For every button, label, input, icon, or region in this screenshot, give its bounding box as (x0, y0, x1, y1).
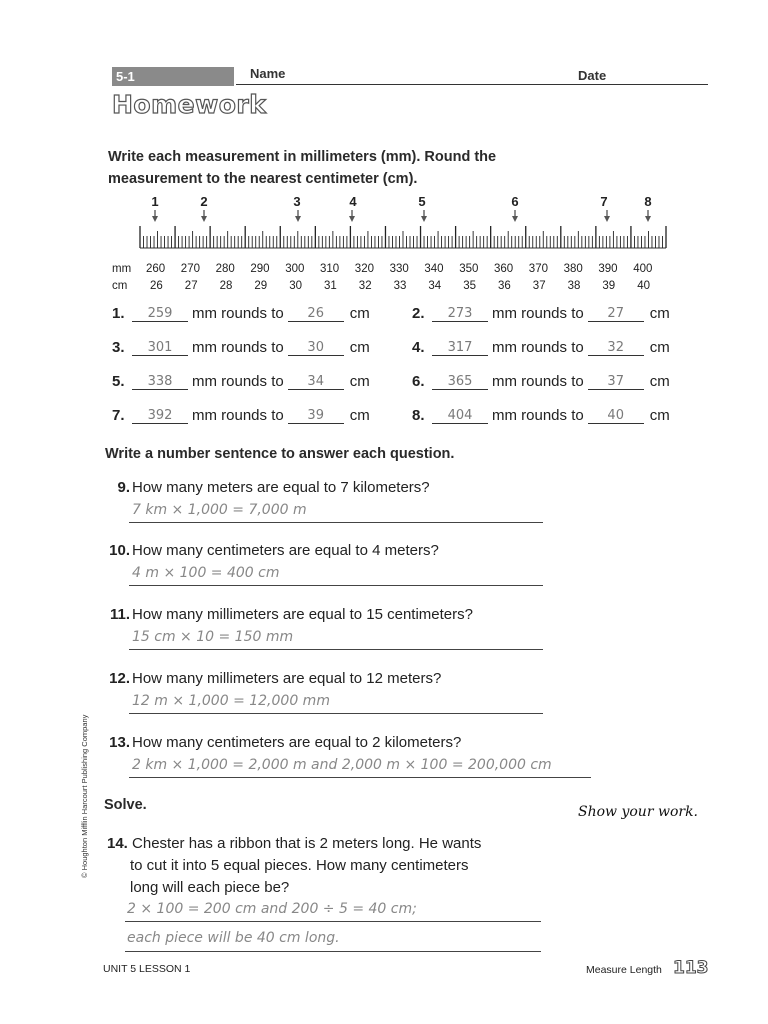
cm-unit-text: cm (349, 373, 370, 390)
question (108, 542, 439, 559)
footer-unit: UNIT 5 LESSON 1 (103, 963, 191, 975)
question (108, 606, 473, 623)
mm-rounds-text: mm rounds to (492, 407, 584, 424)
mm-scale-value: 300 (285, 263, 305, 275)
mm-rounds-text: mm rounds to (192, 407, 284, 424)
cm-answer-field[interactable]: 26 (288, 306, 344, 322)
measurement-problem (112, 339, 370, 356)
problem-number: 6. (412, 373, 425, 390)
question-number: 10. (109, 542, 130, 559)
problem-14-answer-1: 2 × 100 = 200 cm and 200 ÷ 5 = 40 cm; (127, 901, 417, 917)
ruler-marker-arrow (295, 216, 301, 222)
cm-scale-value: 30 (289, 280, 302, 292)
problem-14-line1: Chester has a ribbon that is 2 meters long. He wants (132, 835, 482, 852)
problem-14 (107, 833, 481, 899)
instructions-number-sentence: Write a number sentence to answer each question. (105, 446, 455, 462)
mm-scale-value: 310 (320, 263, 340, 275)
cm-scale-value: 26 (150, 280, 163, 292)
mm-label: mm (112, 263, 132, 275)
cm-scale-value: 33 (393, 280, 407, 292)
mm-answer-field[interactable]: 301 (132, 340, 188, 356)
instructions-solve: Solve. (104, 797, 147, 813)
question-answer[interactable]: 4 m × 100 = 400 cm (132, 565, 280, 581)
mm-scale-value: 400 (633, 263, 653, 275)
ruler-marker-arrow (152, 216, 158, 222)
mm-answer-field[interactable]: 392 (132, 408, 188, 424)
mm-answer-field[interactable]: 365 (432, 374, 488, 390)
ruler-marker-arrow (512, 216, 518, 222)
ruler-marker-label: 1 (151, 194, 159, 209)
answer-line (129, 522, 543, 523)
ruler-marker-label: 5 (418, 194, 426, 209)
mm-answer-field[interactable]: 404 (432, 408, 488, 424)
footer-section: Measure Length (586, 964, 662, 976)
measurement-problem (412, 407, 670, 424)
answer-line-14a (125, 921, 541, 922)
problem-number: 4. (412, 339, 425, 356)
cm-unit-text: cm (349, 305, 370, 322)
ruler-marker-label: 6 (511, 194, 519, 209)
question-text: How many centimeters are equal to 4 meters? (132, 542, 439, 559)
cm-unit-text: cm (649, 339, 670, 356)
page-number: 113 (673, 958, 709, 978)
mm-scale-value: 360 (494, 263, 514, 275)
cm-scale-value: 40 (637, 280, 650, 292)
cm-label: cm (112, 280, 128, 292)
ruler-marker-label: 2 (200, 194, 208, 209)
problem-14-line2: to cut it into 5 equal pieces. How many centimeters (130, 857, 469, 874)
cm-scale-value: 37 (532, 280, 546, 292)
mm-scale-value: 260 (146, 263, 166, 275)
cm-scale-value: 35 (463, 280, 476, 292)
ruler-marker-arrow (645, 216, 651, 222)
date-label: Date (578, 68, 607, 83)
question-number: 9. (117, 479, 130, 496)
problem-number: 5. (112, 373, 125, 390)
mm-rounds-text: mm rounds to (492, 339, 584, 356)
ruler-marker-label: 4 (349, 194, 357, 209)
mm-scale-value: 340 (424, 263, 444, 275)
question-number: 12. (109, 670, 130, 687)
cm-scale-value: 32 (358, 280, 372, 292)
mm-scale-value: 330 (389, 263, 409, 275)
cm-unit-text: cm (649, 305, 670, 322)
cm-unit-text: cm (649, 373, 670, 390)
question-text: How many meters are equal to 7 kilometers? (132, 479, 430, 496)
cm-answer-field[interactable]: 27 (588, 306, 644, 322)
question-number: 11. (109, 606, 130, 623)
measurement-problem (412, 305, 670, 322)
cm-scale-value: 28 (219, 280, 233, 292)
question-text: How many millimeters are equal to 12 meters? (132, 670, 442, 687)
cm-answer-field[interactable]: 39 (288, 408, 344, 424)
measurement-problem (412, 373, 670, 390)
cm-unit-text: cm (349, 407, 370, 424)
ruler-marker-arrow (201, 216, 207, 222)
cm-scale-value: 36 (498, 280, 511, 292)
mm-rounds-text: mm rounds to (192, 339, 284, 356)
ruler-marker-arrow (349, 216, 355, 222)
answer-line (129, 649, 543, 650)
question-answer[interactable]: 12 m × 1,000 = 12,000 mm (132, 693, 330, 709)
ruler (0, 0, 768, 300)
question (108, 670, 441, 687)
show-your-work: Show your work. (578, 804, 699, 820)
mm-scale-value: 280 (215, 263, 235, 275)
page-title: Homework (112, 90, 267, 119)
cm-answer-field[interactable]: 40 (588, 408, 644, 424)
cm-scale-value: 27 (184, 280, 198, 292)
cm-unit-text: cm (649, 407, 670, 424)
cm-scale-value: 34 (428, 280, 442, 292)
problem-14-answer-2: each piece will be 40 cm long. (127, 930, 340, 946)
mm-rounds-text: mm rounds to (192, 305, 284, 322)
mm-scale-value: 290 (250, 263, 270, 275)
answer-line (129, 777, 591, 778)
problem-number: 2. (412, 305, 425, 322)
question-text: How many millimeters are equal to 15 centimeters? (132, 606, 473, 623)
answer-line (129, 585, 543, 586)
mm-rounds-text: mm rounds to (492, 305, 584, 322)
answer-line-14b (125, 951, 541, 952)
mm-answer-field[interactable]: 273 (432, 306, 488, 322)
ruler-marker-label: 3 (293, 194, 301, 209)
problem-number: 7. (112, 407, 125, 424)
cm-answer-field[interactable]: 37 (588, 374, 644, 390)
copyright-notice: © Houghton Mifflin Harcourt Publishing Company (80, 714, 89, 878)
mm-scale-value: 350 (459, 263, 479, 275)
instructions-measure: Write each measurement in millimeters (mm). Round the measurement to the nearest centimeter (cm). (108, 149, 497, 187)
mm-rounds-text: mm rounds to (192, 373, 284, 390)
question (108, 734, 461, 751)
mm-answer-field[interactable]: 317 (432, 340, 488, 356)
lesson-badge: 5-1 (112, 67, 234, 86)
question-answer[interactable]: 15 cm × 10 = 150 mm (132, 629, 294, 645)
problem-number: 3. (112, 339, 125, 356)
measurement-problem (112, 305, 370, 322)
mm-scale-value: 390 (598, 263, 618, 275)
question-answer[interactable]: 2 km × 1,000 = 2,000 m and 2,000 m × 100 = 200,000 cm (132, 757, 552, 773)
cm-answer-field[interactable]: 32 (588, 340, 644, 356)
measurement-problem (112, 373, 370, 390)
problem-14-line3: long will each piece be? (130, 879, 290, 896)
question (108, 479, 430, 496)
question-text: How many centimeters are equal to 2 kilometers? (132, 734, 462, 751)
mm-scale-value: 270 (180, 263, 200, 275)
problem-14-number: 14. (107, 835, 128, 852)
mm-answer-field[interactable]: 338 (132, 374, 188, 390)
cm-scale-value: 39 (602, 280, 616, 292)
ruler-marker-label: 8 (644, 194, 652, 209)
mm-rounds-text: mm rounds to (492, 373, 584, 390)
question-answer[interactable]: 7 km × 1,000 = 7,000 m (132, 502, 307, 518)
cm-answer-field[interactable]: 34 (288, 374, 344, 390)
cm-scale-value: 31 (324, 280, 337, 292)
name-label: Name (250, 66, 286, 81)
cm-scale-value: 29 (254, 280, 268, 292)
question-number: 13. (109, 734, 130, 751)
cm-scale-value: 38 (567, 280, 581, 292)
mm-scale-value: 320 (354, 263, 374, 275)
measurement-problem (412, 339, 670, 356)
mm-answer-field[interactable]: 259 (132, 306, 188, 322)
cm-answer-field[interactable]: 30 (288, 340, 344, 356)
mm-scale-value: 370 (528, 263, 548, 275)
problem-number: 8. (412, 407, 425, 424)
ruler-marker-arrow (421, 216, 427, 222)
ruler-marker-arrow (604, 216, 610, 222)
mm-scale-value: 380 (563, 263, 583, 275)
answer-line (129, 713, 543, 714)
measurement-problem (112, 407, 370, 424)
problem-number: 1. (112, 305, 125, 322)
cm-unit-text: cm (349, 339, 370, 356)
ruler-marker-label: 7 (600, 194, 608, 209)
